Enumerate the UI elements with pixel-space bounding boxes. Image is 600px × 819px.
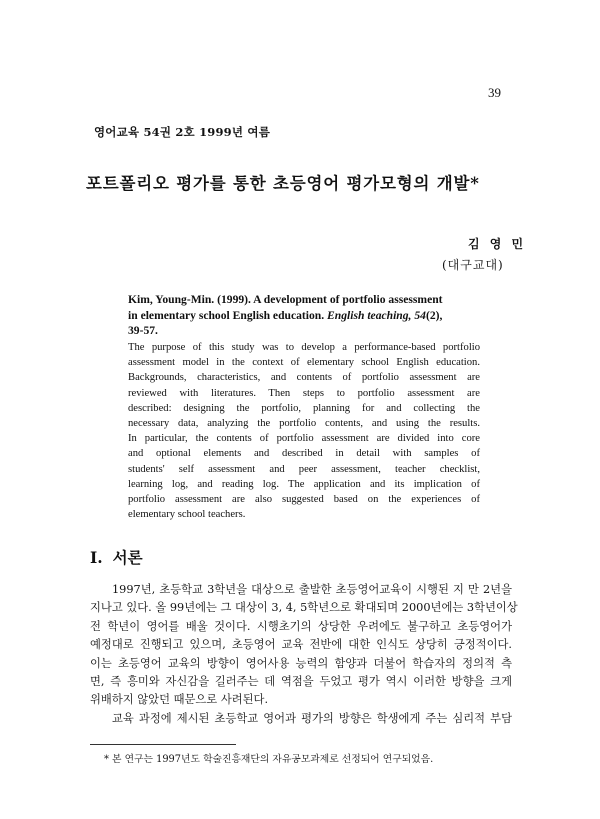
abstract-line: necessary data, analyzing the portfolio contents, and using the results.: [128, 418, 480, 430]
author-affiliation: (대구교대): [442, 258, 504, 272]
abstract-line: In particular, the contents of portfolio assessment are divided into core: [128, 433, 480, 445]
body-text: [90, 581, 518, 728]
abstract-line: portfolio assessment are also suggested based on the experiences of: [128, 494, 480, 506]
abstract: [128, 340, 480, 522]
citation-pages: 39-57.: [128, 324, 158, 337]
author-name: 김 영 민: [468, 237, 527, 251]
citation-line: [128, 308, 480, 324]
footnote-divider: [90, 744, 236, 745]
abstract-line: described: designing the portfolio, planning for and collecting the: [128, 402, 480, 414]
abstract-line: reviewed with literatures. Then steps to portfolio assessment are: [128, 387, 480, 399]
page-number: 39: [488, 85, 501, 100]
section-number: I.: [90, 548, 103, 567]
body-line: 이는 초등영어 교육의 방향이 영어사용 능력의 함양과 더불어 학습자의 정의적 측: [90, 656, 512, 670]
section-title: 서론: [112, 548, 143, 567]
citation: [128, 292, 480, 339]
abstract-line: students' self assessment and peer assessment, teacher checklist,: [128, 463, 480, 475]
abstract-line: and optional elements and described in detail with samples of: [128, 448, 480, 460]
body-line: 위배하지 않았던 때문으로 사려된다.: [90, 693, 269, 707]
paper-title: 포트폴리오 평가를 통한 초등영어 평가모형의 개발*: [86, 174, 480, 193]
citation-issue: (2),: [425, 308, 443, 322]
footnote: * 본 연구는 1997년도 학술진흥재단의 자유공모과제로 선정되어 연구되었음.: [104, 754, 434, 765]
abstract-line: elementary school teachers.: [128, 509, 246, 521]
citation-text: in elementary school English education.: [128, 308, 325, 322]
body-line: 지나고 있다. 올 99년에는 그 대상이 3, 4, 5학년으로 확대되며 2000년에는 3학년이상: [90, 601, 518, 615]
body-line: 1997년, 초등학교 3학년을 대상으로 출발한 초등영어교육이 시행된 지 만 2년을: [112, 583, 512, 596]
body-line: 교육 과정에 제시된 초등학교 영어과 평가의 방향은 학생에게 주는 심리적 부담: [112, 711, 512, 725]
body-line: 전 학년이 영어를 배울 것이다. 시행초기의 상당한 우려에도 불구하고 초등영어가: [90, 619, 512, 633]
body-line: 면, 즉 흥미와 자신감을 길러주는 데 역점을 두었고 평가 역시 이러한 방향을 크게: [90, 675, 512, 689]
section-heading: [90, 546, 153, 568]
abstract-line: assessment model in the context of elementary school English education.: [128, 357, 480, 369]
abstract-line: Backgrounds, characteristics, and contents of portfolio assessment are: [128, 372, 480, 384]
citation-journal: English teaching, 54: [327, 308, 426, 322]
body-line: 예정대로 진행되고 있으며, 초등영어 교육 전반에 대한 인식도 상당히 긍정적이다.: [90, 638, 512, 652]
citation-line: Kim, Young-Min. (1999). A development of portfolio assessment: [128, 293, 443, 306]
abstract-line: learning log, and reading log. The application and its implication of: [128, 478, 480, 490]
journal-info: 영어교육 54권 2호 1999년 여름: [94, 125, 271, 139]
abstract-line: The purpose of this study was to develop a performance-based portfolio: [128, 342, 480, 353]
